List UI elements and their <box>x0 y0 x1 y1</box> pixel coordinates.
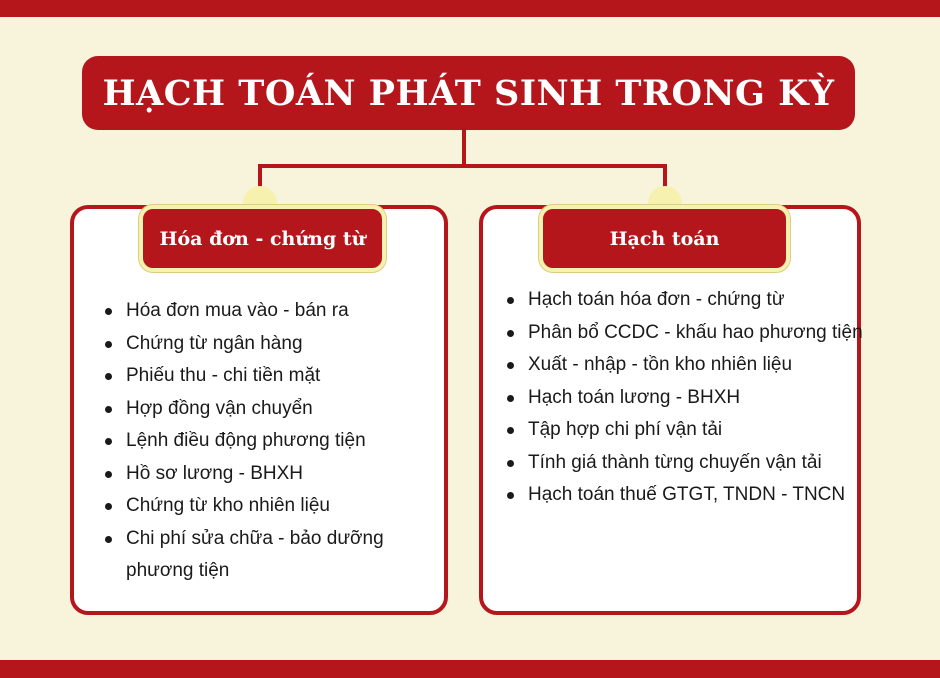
list-item: Chi phí sửa chữa - bảo dưỡng phương tiện <box>126 523 456 588</box>
bottom-band <box>0 660 940 678</box>
title-box <box>82 56 855 130</box>
accounting-list <box>506 284 863 512</box>
invoices-list <box>104 295 456 588</box>
diagram-title: HẠCH TOÁN PHÁT SINH TRONG KỲ <box>102 72 835 114</box>
list-item: Phiếu thu - chi tiền mặt <box>126 360 456 393</box>
list-item: Hạch toán lương - BHXH <box>528 382 863 415</box>
connector-branch <box>260 166 665 187</box>
list-item: Hóa đơn mua vào - bán ra <box>126 295 456 328</box>
list-item: Phân bổ CCDC - khấu hao phương tiện <box>528 317 863 350</box>
list-item: Hợp đồng vận chuyển <box>126 393 456 426</box>
list-item: Tập hợp chi phí vận tải <box>528 414 863 447</box>
list-item: Xuất - nhập - tồn kho nhiên liệu <box>528 349 863 382</box>
list-item: Chứng từ ngân hàng <box>126 328 456 361</box>
label-invoices <box>139 205 386 272</box>
list-item: Hồ sơ lương - BHXH <box>126 458 456 491</box>
label-invoices-text: Hóa đơn - chứng từ <box>159 227 366 250</box>
label-accounting <box>539 205 790 272</box>
label-accounting-text: Hạch toán <box>609 227 720 250</box>
list-item: Tính giá thành từng chuyến vận tải <box>528 447 863 480</box>
list-item: Hạch toán thuế GTGT, TNDN - TNCN <box>528 479 863 512</box>
list-item: Lệnh điều động phương tiện <box>126 425 456 458</box>
top-band <box>0 0 940 17</box>
list-item: Chứng từ kho nhiên liệu <box>126 490 456 523</box>
list-item: Hạch toán hóa đơn - chứng từ <box>528 284 863 317</box>
